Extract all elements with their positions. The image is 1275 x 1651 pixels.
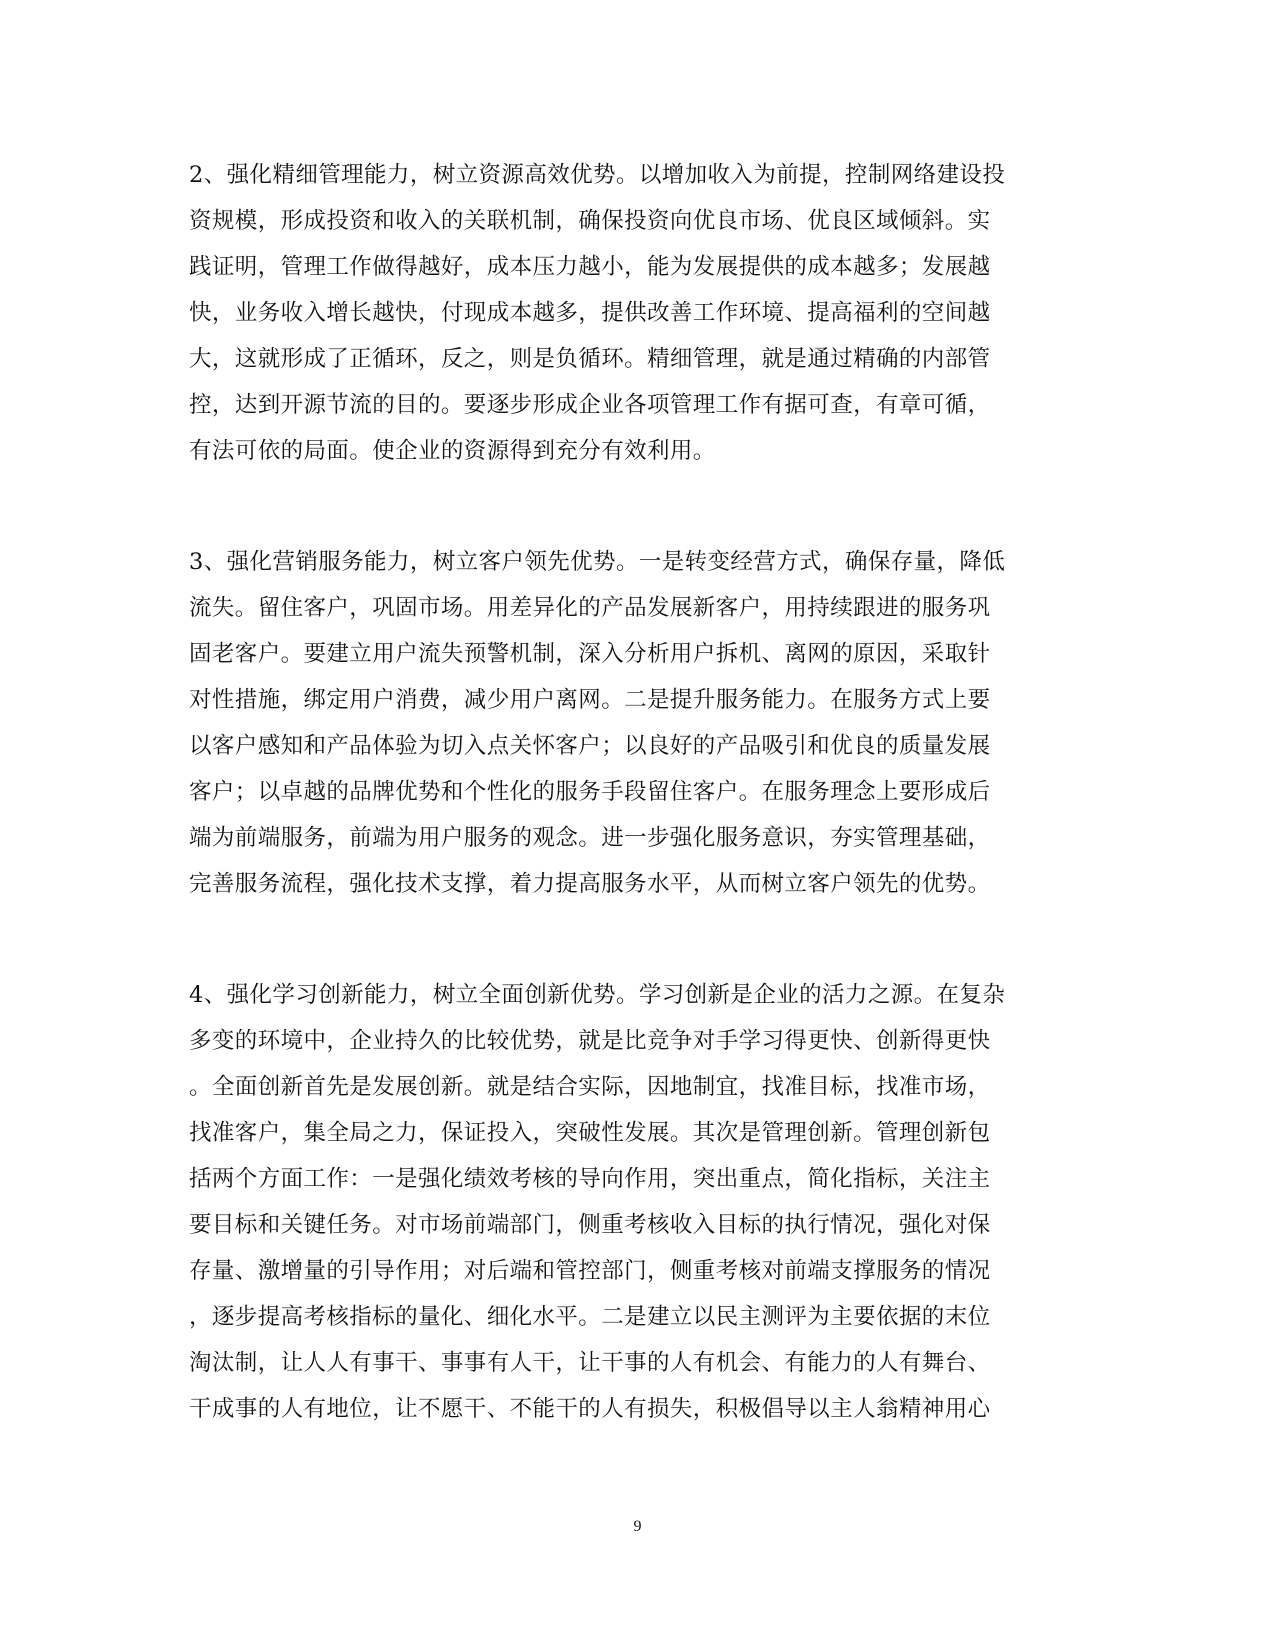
text-line: 流失。留住客户，巩固市场。用差异化的产品发展新客户，用持续跟进的服务巩 bbox=[189, 595, 991, 621]
text-line: 固老客户。要建立用户流失预警机制，深入分析用户拆机、离网的原因，采取针 bbox=[189, 641, 991, 667]
paragraph-3-marketing-service bbox=[189, 539, 1069, 907]
text-line: 资规模，形成投资和收入的关联机制，确保投资向优良市场、优良区域倾斜。实 bbox=[189, 208, 991, 234]
text-line: 以客户感知和产品体验为切入点关怀客户；以良好的产品吸引和优良的质量发展 bbox=[189, 733, 991, 759]
text-line: 控，达到开源节流的目的。要逐步形成企业各项管理工作有据可查，有章可循， bbox=[189, 392, 991, 418]
text-line: 客户；以卓越的品牌优势和个性化的服务手段留住客户。在服务理念上要形成后 bbox=[189, 779, 991, 805]
text-line: 要目标和关键任务。对市场前端部门，侧重考核收入目标的执行情况，强化对保 bbox=[189, 1212, 991, 1238]
page-number: 9 bbox=[633, 1518, 642, 1535]
paragraph-2-refined-management bbox=[189, 152, 1069, 474]
text-line: 端为前端服务，前端为用户服务的观念。进一步强化服务意识，夯实管理基础， bbox=[189, 825, 991, 851]
text-line: 多变的环境中，企业持久的比较优势，就是比竞争对手学习得更快、创新得更快 bbox=[189, 1028, 991, 1054]
text-line: 存量、激增量的引导作用；对后端和管控部门，侧重考核对前端支撑服务的情况 bbox=[189, 1258, 991, 1284]
text-line: 对性措施，绑定用户消费，减少用户离网。二是提升服务能力。在服务方式上要 bbox=[189, 687, 991, 713]
text-line: 3、强化营销服务能力，树立客户领先优势。一是转变经营方式，确保存量，降低 bbox=[189, 549, 1006, 575]
text-line: 大，这就形成了正循环，反之，则是负循环。精细管理，就是通过精确的内部管 bbox=[189, 346, 991, 372]
text-line: 4、强化学习创新能力，树立全面创新优势。学习创新是企业的活力之源。在复杂 bbox=[189, 982, 1006, 1008]
text-line: 干成事的人有地位，让不愿干、不能干的人有损失，积极倡导以主人翁精神用心 bbox=[189, 1396, 991, 1422]
paragraph-4-learning-innovation bbox=[189, 972, 1069, 1432]
text-line: 2、强化精细管理能力，树立资源高效优势。以增加收入为前提，控制网络建设投 bbox=[189, 162, 1006, 188]
text-line: 括两个方面工作：一是强化绩效考核的导向作用，突出重点，简化指标，关注主 bbox=[189, 1166, 991, 1192]
text-line: 完善服务流程，强化技术支撑，着力提高服务水平，从而树立客户领先的优势。 bbox=[189, 871, 991, 897]
text-line: 快，业务收入增长越快，付现成本越多，提供改善工作环境、提高福利的空间越 bbox=[189, 300, 991, 326]
text-line: 。全面创新首先是发展创新。就是结合实际，因地制宜，找准目标，找准市场， bbox=[189, 1074, 991, 1100]
text-line: 淘汰制，让人人有事干、事事有人干，让干事的人有机会、有能力的人有舞台、 bbox=[189, 1350, 991, 1376]
text-line: 有法可依的局面。使企业的资源得到充分有效利用。 bbox=[189, 438, 716, 464]
text-line: ，逐步提高考核指标的量化、细化水平。二是建立以民主测评为主要依据的末位 bbox=[189, 1304, 991, 1330]
text-line: 践证明，管理工作做得越好，成本压力越小，能为发展提供的成本越多；发展越 bbox=[189, 254, 991, 280]
text-line: 找准客户，集全局之力，保证投入，突破性发展。其次是管理创新。管理创新包 bbox=[189, 1120, 991, 1146]
